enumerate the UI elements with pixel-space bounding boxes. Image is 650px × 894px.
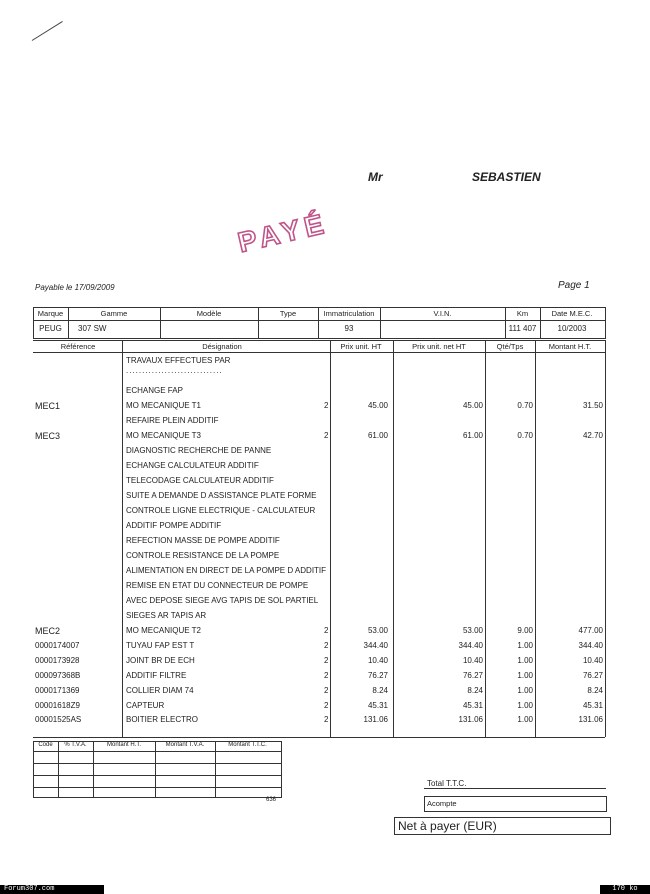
line-vat-code: 2 xyxy=(324,701,329,710)
lines-header-bottom xyxy=(33,352,605,353)
line-reference: 0000173928 xyxy=(35,656,80,665)
payable-date: Payable le 17/09/2009 xyxy=(35,283,115,292)
scan-pen-mark xyxy=(32,21,63,41)
lines-bottom xyxy=(33,737,605,738)
line-unit-price: 53.00 xyxy=(367,626,388,635)
line-net-price: 76.27 xyxy=(462,671,483,680)
line-description: MO MECANIQUE T3 xyxy=(126,431,201,440)
line-description: BOITIER ELECTRO xyxy=(126,715,199,724)
line-description: ECHANGE FAP xyxy=(126,386,183,395)
line-qty: 0.70 xyxy=(517,401,533,410)
vat-footer-code: 636 xyxy=(266,797,277,803)
line-reference: MEC1 xyxy=(35,401,61,411)
net-to-pay-label: Net à payer (EUR) xyxy=(398,819,497,833)
line-reference: 000097368B xyxy=(35,671,81,680)
line-amount: 8.24 xyxy=(587,686,603,695)
line-vat-code: 2 xyxy=(324,671,329,680)
vat-row-line xyxy=(33,775,281,776)
client-title: Mr xyxy=(368,170,383,184)
vat-col-sep xyxy=(58,741,59,797)
line-qty: 1.00 xyxy=(517,656,533,665)
vat-row-line xyxy=(33,751,281,752)
line-description: MO MECANIQUE T2 xyxy=(126,626,201,635)
vehicle-table-divider xyxy=(33,320,605,321)
line-description: ALIMENTATION EN DIRECT DE LA POMPE D ADDITIF xyxy=(126,566,327,575)
line-unit-price: 8.24 xyxy=(372,686,388,695)
line-qty: 1.00 xyxy=(517,715,533,724)
line-amount: 344.40 xyxy=(578,641,603,650)
line-description: REMISE EN ETAT DU CONNECTEUR DE POMPE xyxy=(126,581,309,590)
line-description: AVEC DEPOSE SIEGE AVG TAPIS DE SOL PARTIEL xyxy=(126,596,319,605)
line-qty: 1.00 xyxy=(517,686,533,695)
line-unit-price: 61.00 xyxy=(367,431,388,440)
line-amount: 45.31 xyxy=(582,701,603,710)
vat-col-sep xyxy=(93,741,94,797)
vat-header: Montant H.T. xyxy=(106,742,141,748)
line-net-price: 8.24 xyxy=(467,686,483,695)
vehicle-value-mec-date: 10/2003 xyxy=(557,324,587,333)
vehicle-value-km: 111 407 xyxy=(508,324,537,333)
line-amount: 10.40 xyxy=(582,656,603,665)
vat-col-sep xyxy=(215,741,216,797)
paid-stamp: PAYÉ xyxy=(235,207,332,259)
vehicle-header: Type xyxy=(279,309,297,318)
vehicle-header: Marque xyxy=(37,309,64,318)
vat-header: Code xyxy=(38,742,53,748)
line-description: SUITE A DEMANDE D ASSISTANCE PLATE FORME xyxy=(126,491,317,500)
line-net-price: 131.06 xyxy=(458,715,483,724)
line-description: ADDITIF FILTRE xyxy=(126,671,187,680)
line-vat-code: 2 xyxy=(324,715,329,724)
line-qty: 1.00 xyxy=(517,641,533,650)
lines-header-qty: Qté/Tps xyxy=(496,342,524,351)
lines-header-top xyxy=(33,340,605,341)
line-description: DIAGNOSTIC RECHERCHE DE PANNE xyxy=(126,446,272,455)
line-qty: 0.70 xyxy=(517,431,533,440)
line-net-price: 45.31 xyxy=(462,701,483,710)
line-vat-code: 2 xyxy=(324,431,329,440)
vehicle-header: Km xyxy=(516,309,529,318)
line-unit-price: 344.40 xyxy=(363,641,388,650)
lines-header-amount: Montant H.T. xyxy=(548,342,592,351)
vehicle-value-range: 307 SW xyxy=(78,324,107,333)
vat-row-line xyxy=(33,763,281,764)
lines-col-sep xyxy=(122,340,123,737)
line-reference: MEC3 xyxy=(35,431,61,441)
vehicle-value-brand: PEUG xyxy=(39,324,62,333)
vehicle-header: V.I.N. xyxy=(433,309,452,318)
line-vat-code: 2 xyxy=(324,686,329,695)
line-net-price: 61.00 xyxy=(462,431,483,440)
line-reference: 00001618Z9 xyxy=(35,701,80,710)
line-description: REFECTION MASSE DE POMPE ADDITIF xyxy=(126,536,280,545)
line-description: CONTROLE LIGNE ELECTRIQUE - CALCULATEUR xyxy=(126,506,316,515)
line-amount: 131.06 xyxy=(578,715,603,724)
line-amount: 42.70 xyxy=(582,431,603,440)
line-unit-price: 45.31 xyxy=(367,701,388,710)
line-reference: 0000174007 xyxy=(35,641,80,650)
vehicle-header: Immatriculation xyxy=(323,309,375,318)
line-net-price: 53.00 xyxy=(462,626,483,635)
total-ttc-label: Total T.T.C. xyxy=(427,779,467,788)
line-reference: MEC2 xyxy=(35,626,61,636)
vehicle-header: Modèle xyxy=(196,309,222,318)
line-unit-price: 76.27 xyxy=(367,671,388,680)
line-unit-price: 45.00 xyxy=(367,401,388,410)
acompte-label: Acompte xyxy=(427,799,457,808)
footer-file-size: 170 ko xyxy=(600,885,650,894)
vat-header: Montant T.T.C. xyxy=(228,742,267,748)
line-description: COLLIER DIAM 74 xyxy=(126,686,194,695)
line-vat-code: 2 xyxy=(324,641,329,650)
vat-header: Montant T.V.A. xyxy=(165,742,205,748)
lines-col-sep xyxy=(605,340,606,737)
line-net-price: 45.00 xyxy=(462,401,483,410)
line-description: JOINT BR DE ECH xyxy=(126,656,195,665)
line-description: TUYAU FAP EST T xyxy=(126,641,195,650)
line-unit-price: 10.40 xyxy=(367,656,388,665)
total-ttc-line xyxy=(424,788,606,789)
vehicle-header: Date M.E.C. xyxy=(551,309,593,318)
line-description: TELECODAGE CALCULATEUR ADDITIF xyxy=(126,476,274,485)
line-reference: 0000171369 xyxy=(35,686,80,695)
page-number: Page 1 xyxy=(558,280,590,291)
line-qty: 9.00 xyxy=(517,626,533,635)
line-reference: 00001525AS xyxy=(35,715,82,724)
line-description: ADDITIF POMPE ADDITIF xyxy=(126,521,222,530)
line-amount: 31.50 xyxy=(582,401,603,410)
vat-row-line xyxy=(33,787,281,788)
vat-header: % T.V.A. xyxy=(64,742,87,748)
lines-header-designation: Désignation xyxy=(202,342,242,351)
dotted-separator: .............................. xyxy=(126,366,223,375)
line-description: MO MECANIQUE T1 xyxy=(126,401,201,410)
line-amount: 76.27 xyxy=(582,671,603,680)
line-description: TRAVAUX EFFECTUES PAR xyxy=(126,356,231,365)
line-vat-code: 2 xyxy=(324,656,329,665)
lines-header-unit-price: Prix unit. HT xyxy=(340,342,382,351)
line-unit-price: 131.06 xyxy=(363,715,388,724)
line-qty: 1.00 xyxy=(517,701,533,710)
line-qty: 1.00 xyxy=(517,671,533,680)
line-vat-code: 2 xyxy=(324,401,329,410)
client-name: SEBASTIEN xyxy=(472,170,541,184)
lines-header-reference: Référence xyxy=(60,342,96,351)
net-to-pay-box xyxy=(394,817,611,835)
line-description: REFAIRE PLEIN ADDITIF xyxy=(126,416,219,425)
vat-col-sep xyxy=(155,741,156,797)
vehicle-header: Gamme xyxy=(100,309,128,318)
line-description: ECHANGE CALCULATEUR ADDITIF xyxy=(126,461,259,470)
vehicle-value-registration: 93 xyxy=(344,324,354,333)
line-description: CAPTEUR xyxy=(126,701,165,710)
vat-summary-table xyxy=(33,741,282,798)
lines-header-net-price: Prix unit. net HT xyxy=(412,342,466,351)
line-vat-code: 2 xyxy=(324,626,329,635)
line-description: CONTROLE RESISTANCE DE LA POMPE xyxy=(126,551,280,560)
line-description: SIEGES AR TAPIS AR xyxy=(126,611,207,620)
line-net-price: 10.40 xyxy=(462,656,483,665)
line-net-price: 344.40 xyxy=(458,641,483,650)
line-amount: 477.00 xyxy=(578,626,603,635)
footer-site-label: Forum307.com xyxy=(0,885,104,894)
